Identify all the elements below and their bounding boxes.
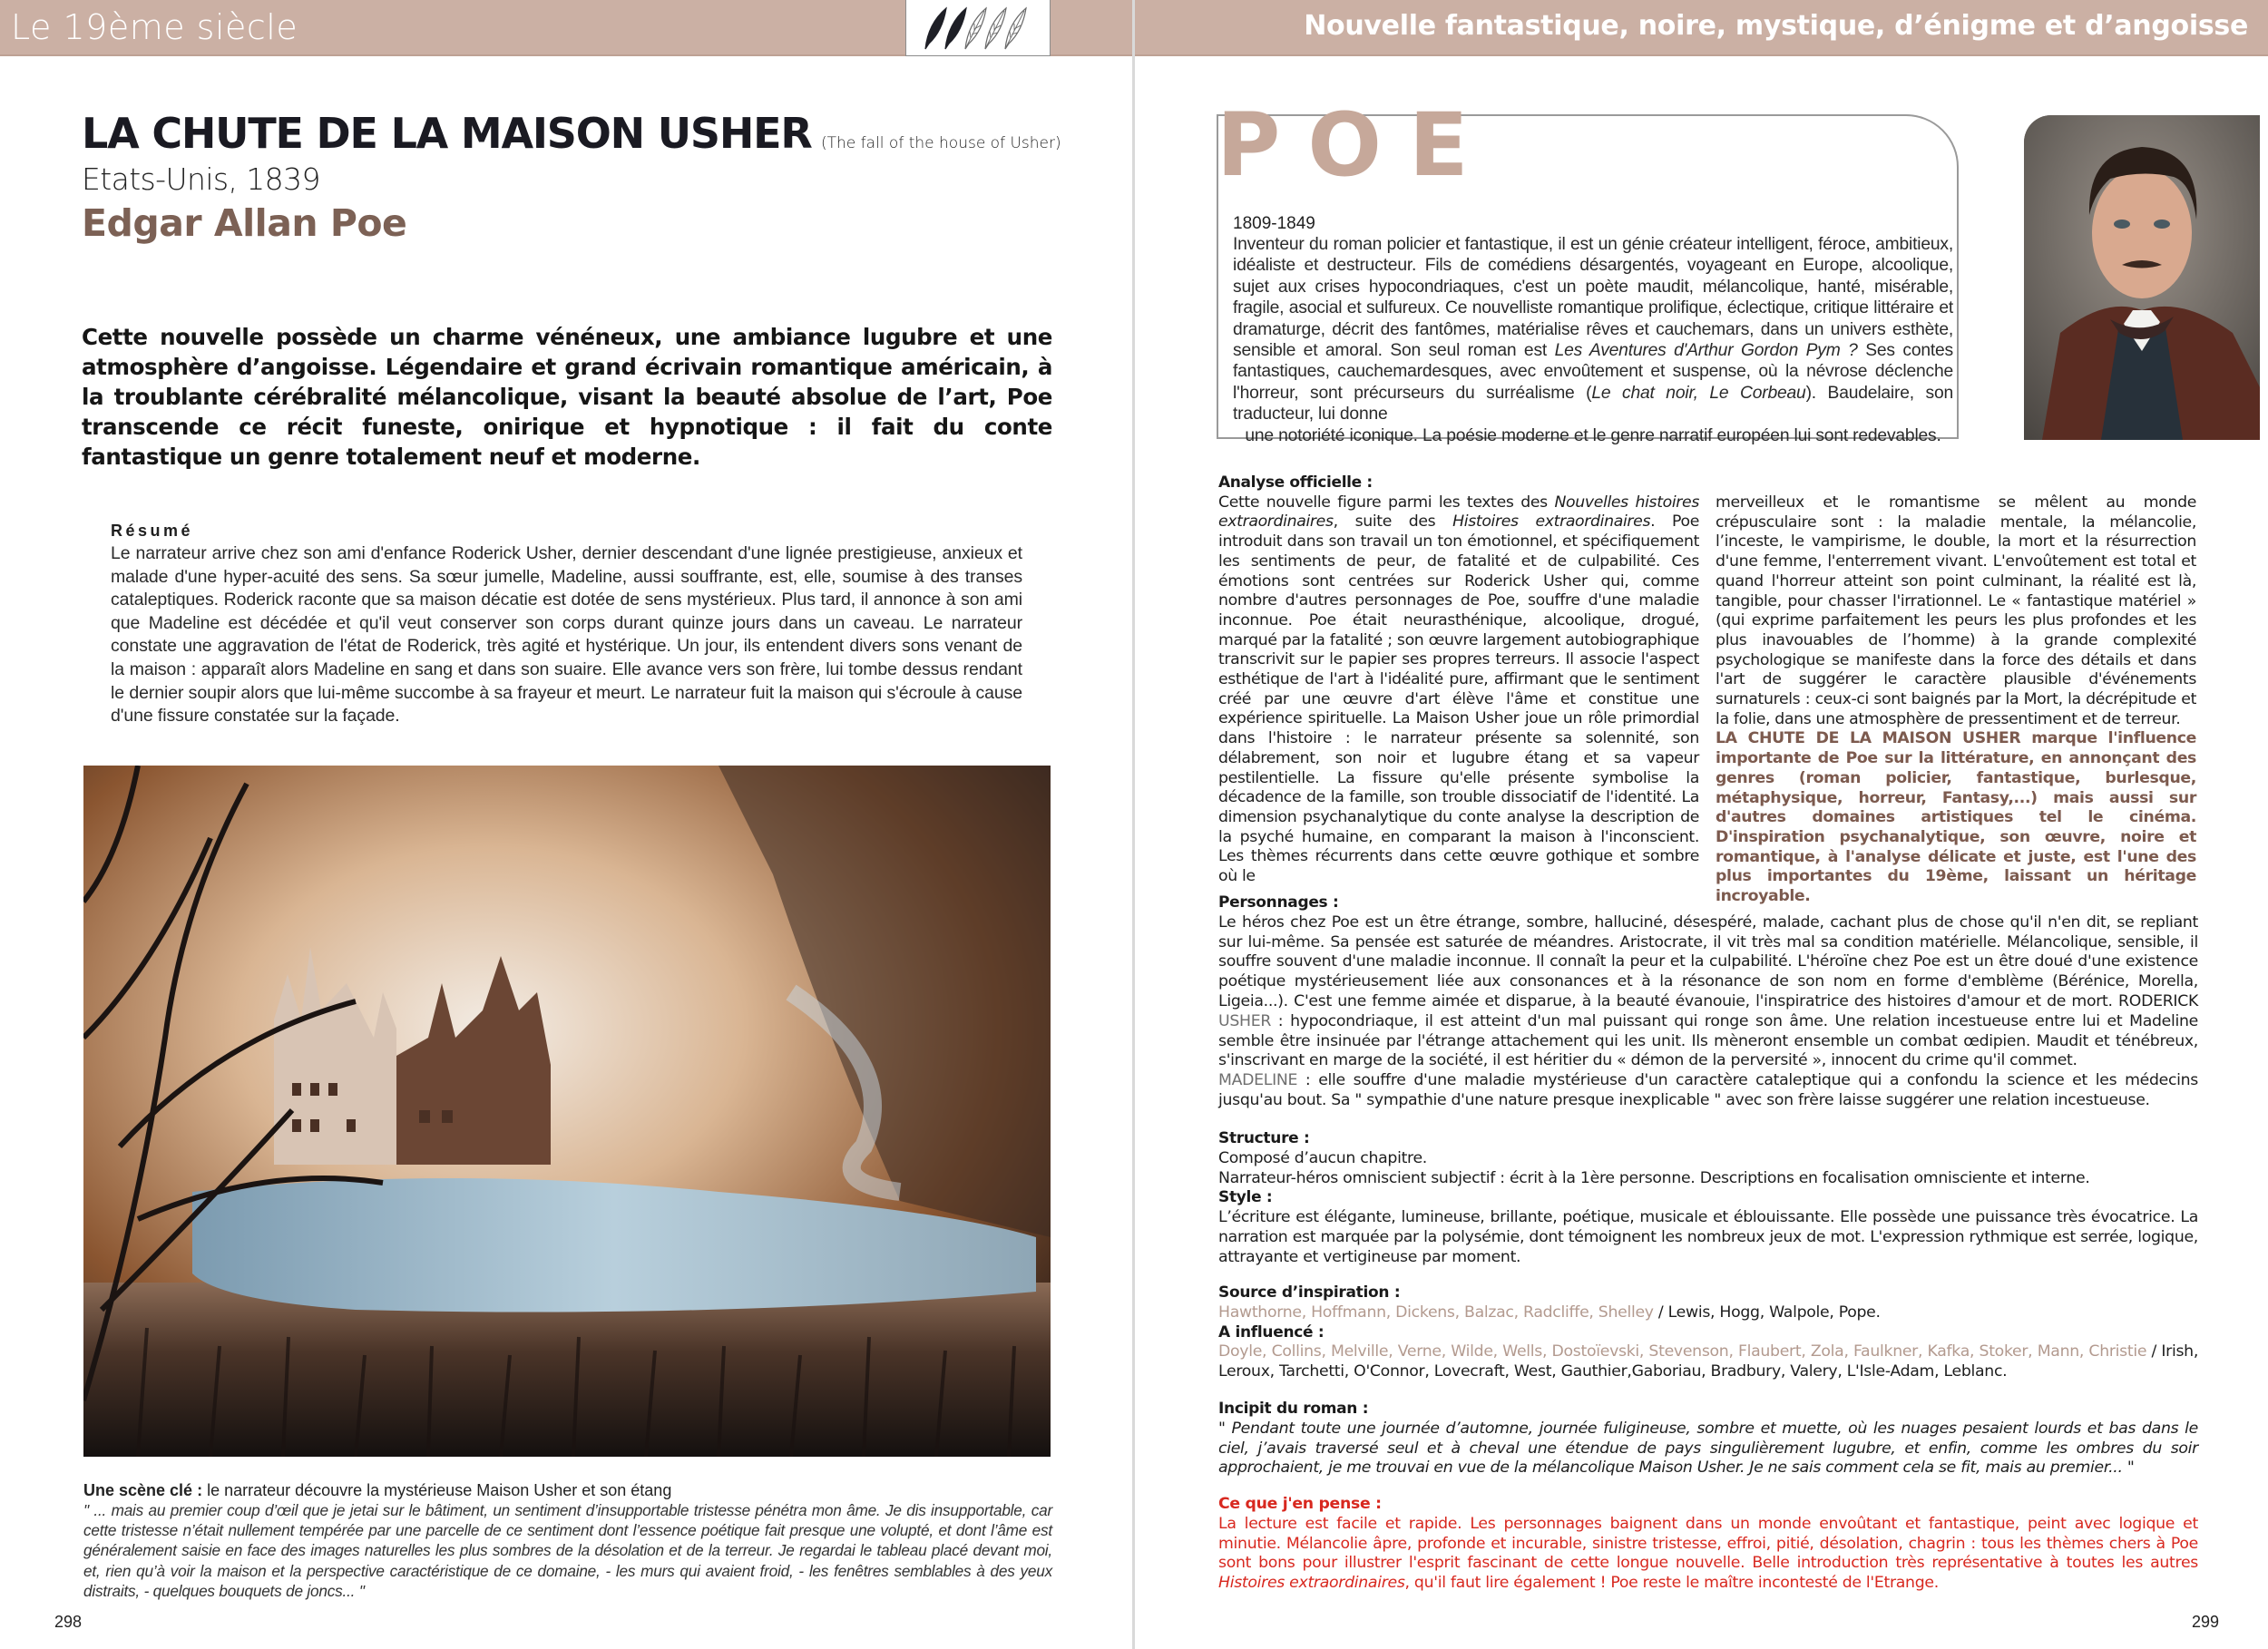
summary-text: Le narrateur arrive chez son ami d'enfance Roderick Usher, dernier descendant d'une lignée prestigieuse, anxieux et malade d'une hyper-acuité des sens. Sa sœur jumelle, Madeline, aussi souffrante, est, elle, soumise à des transes cataleptiques. Roderick raconte que sa maison décatie est dotée de sens mystérieux. Plus tard, il annonce à son ami que Madeline est décédée et qu'il veut conserver son corps durant quinze jours dans un caveau. Le narrateur constate une aggravation de l'état de Roderick, très agité et hystérique. Un jour, ils entendent divers sons venant de la maison : apparaît alors Madeline en sang et dans son suaire. Elle avance vers son frère, lui tombe dessus rendant le dernier soupir alors que lui-même succombe à sa frayeur et meurt. Le narrateur fuit la maison qui s'écroule à cause d'une fissure constatée sur la façade. [111, 543, 1022, 727]
left-page [0, 0, 1133, 1649]
book-author: Edgar Allan Poe [82, 201, 407, 245]
key-scene-section [83, 1481, 1052, 1601]
influenced-secondary-names: / Irish, Leroux, Tarchetti, O'Connor, Lovecraft, West, Gauthier,Gaboriau, Bradbury, Valery, L'Isle-Adam, Leblanc. [1218, 1342, 2199, 1381]
structure-heading: Structure : [1218, 1129, 1310, 1147]
character-name-madeline: MADELINE [1218, 1071, 1298, 1090]
intro-paragraph: Cette nouvelle possède un charme vénéneux, une ambiance lugubre et une atmosphère d’angoisse. Légendaire et grand écrivain romantique américain, à la troublante cérébralité mélancolique, visant la beauté absolue de l’art, Poe transcende ce récit funeste, onirique et hypnotique : il fait du conte fantastique un genre totalement neuf et moderne. [82, 324, 1052, 470]
analysis-column-2 [1716, 493, 2196, 907]
structure-section [1218, 1129, 2198, 1268]
influenced-primary-names: Doyle, Collins, Melville, Verne, Wilde, Wells, Dostoïevski, Stevenson, Flaubert, Zola, Faulkner, Kafka, Stoker, Mann, Christie [1218, 1342, 2147, 1361]
analysis-work-title: Nouvelles histoires extraordinaires [1218, 493, 1699, 532]
incipit-section [1218, 1400, 2198, 1478]
analysis-text: Cette nouvelle figure parmi les textes des [1218, 493, 1555, 512]
opinion-section [1218, 1495, 2198, 1594]
characters-section [1218, 893, 2198, 1111]
bio-text-part: Inventeur du roman policier et fantastique, il est un génie créateur intelligent, féroce, ambitieux, idéaliste et destructeur. Fils de comédiens désargentés, voyageant en Europe, alcoolique, sujet aux crises hypocondriaques, c'est un poète maudit, mélancolique, hanté, misérable, fragile, asocial et sulfureux. Ce nouvelliste romantique prolifique, éclectique, critique littéraire et dramaturge, décrit des fantômes, matérialise rêves et cauchemars, dans un univers esthète, sensible et amoral. Son seul roman est [1233, 235, 1953, 361]
analysis-text-continued: merveilleux et le romantisme se mêlent au monde crépusculaire sont : la maladie mentale, la mélancolie, l’inceste, le vampirisme, le double, la mort et la résurrection d'une femme, l'enterrement vivant. L'envoûtement est total et quand l'horreur atteint son point culminant, la réalité est là, tangible, pour chasser l'irrationnel. Le « fantastique matériel » (qui exprime parfaitement les peurs les plus profondes et les plus inavouables de l’homme) à la grande complexité psychologique se manifeste dans la force des détails et dans l'art de suggérer le caractère plausible d'événements surnaturels : ceux-ci sont baignés par la Mort, la décrépitude et la folie, dans une atmosphère de pressentiment et de terreur. [1716, 493, 2196, 728]
bio-works-titles: Le chat noir, Le Corbeau [1591, 383, 1806, 403]
usher-painting [83, 766, 1051, 1457]
style-text: L’écriture est élégante, lumineuse, brillante, poétique, musicale et éblouissante. Elle possède une puissance très évocatrice. La narration est marquée par la polysémie, dont témoignent les nombreux jeux de mot. L'expression rythmique est serrée, logique, attrayante et vertigineuse par moment. [1218, 1208, 2198, 1266]
genre-header: Nouvelle fantastique, noire, mystique, d’énigme et d’angoisse [1304, 10, 2248, 42]
inspiration-heading: Source d’inspiration : [1218, 1283, 1401, 1302]
inspiration-primary-names: Hawthorne, Hoffmann, Dickens, Balzac, Radcliffe, Shelley [1218, 1303, 1654, 1322]
characters-text: Le héros chez Poe est un être étrange, sombre, halluciné, désespéré, malade, cachant plus de chose qu'il n'en dit, se repliant sur lui-même. Sa pensée est saturée de méandres. Aristocrate, il vit très mal sa condition matérielle. Mélancolique, sensible, il souffre souvent d'une maladie inconnue. Il connaît la peur et la culpabilité. L'héroïne chez Poe est un être doué d'une existence poétique mystérieusement liée aux consonances et à la résonance de son nom en forme d'emblème (Bérénice, Morella, Ligeia...). C'est une femme aimée et disparue, à la beauté évanouie, l'inspiratrice des histoires d'amour et de mort. RODERICK [1218, 912, 2198, 1010]
page-number-right: 299 [2191, 1613, 2219, 1631]
analysis-impact-text: LA CHUTE DE LA MAISON USHER marque l'influence importante de Poe sur la littérature, en annonçant des genres (roman policier, fantastique, burlesque, métaphysique, horreur, Fantasy,...) mais aussi sur d'autres domaines artistiques tel le cinéma. D'inspiration psychanalytique, son œuvre, noire et romantique, à l'analyse délicate et juste, est l'une des plus importantes du 19ème, laissant un héritage incroyable. [1716, 729, 2196, 906]
opinion-work-title: Histoires extraordinaires [1218, 1574, 1405, 1593]
characters-text: : hypocondriaque, il est atteint d'un mal puissant qui ronge son âme. Une relation incestueuse entre lui et Madeline semble être insinuée par l'étrange attachement qui les unit. Ils mèneront ensemble un combat œdipien. Maudit et ténébreux, s'inscrivant en marge de la société, il est héritier du « démon de la perversité », innocent du crime qu'il commet. [1218, 1011, 2198, 1070]
key-scene-quote: " ... mais au premier coup d’œil que je jetai sur le bâtiment, un sentiment d’insupportable tristesse pénétra mon âme. Je dis insupportable, car cette tristesse n’était nullement tempérée par une parcelle de ce sentiment dont l’essence poétique fait presque une volupté, et dont l’âme est généralement saisie en face des images naturelles les plus sombres de la désolation et de la terreur. Je regardai le tableau placé devant moi, et, rien qu’à voir la maison et la perspective caractéristique de ce domaine, - les murs qui avaient froid, - les fenêtres semblables à des yeux distraits, - quelques bouquets de joncs... " [83, 1501, 1052, 1600]
analysis-work-title: Histoires extraordinaires [1452, 512, 1651, 532]
author-bio-name: POE [1217, 94, 1496, 196]
bio-text-last-line: une notoriété iconique. La poésie moderne et le genre narratif européen lui sont redevables. [1245, 425, 1941, 445]
characters-heading: Personnages : [1218, 893, 1339, 912]
author-life-dates: 1809-1849 [1233, 214, 1315, 233]
right-page [1135, 0, 2268, 1649]
analysis-text: . Poe introduit dans son travail un ton émotionnel, et spécifiquement les sentiments de peur, de fatalité et de culpabilité. Ces émotions sont centrées sur Roderick Usher qui, comme nombre d'autres personnages de Poe, souffre d'une maladie inconnue. Poe était neurasthénique, alcoolique, drogué, marqué par la fatalité ; son œuvre largement autobiographique transcrivit sur le papier ses propres terreurs. Il associe l'aspect esthétique de l'art à l'idéalité pure, affirmant que le sentiment créé par une œuvre d'art élève l'âme et constitue une expérience spirituelle. La Maison Usher joue un rôle primordial dans l'histoire : le narrateur présente sa solennité, son délabrement, son noir et lugubre étang et sa vapeur pestilentielle. La fissure qu'elle présente symbolise la décadence de la famille, son trouble dissociatif de l'identité. La dimension psychanalytique du conte analyse la description de la psyché humaine, en comparant la maison à l'inconscient. Les thèmes récurrents dans cette œuvre gothique et sombre où le [1218, 512, 1699, 886]
analysis-column-1 [1218, 473, 1699, 887]
painting-illustration [83, 766, 1051, 1457]
bio-text-part: Ses contes fantastiques, cauchemardesques, avec envoûtement et suspense, où la névrose déclenche l'horreur, sont précurseurs du surréalisme ( [1233, 341, 1953, 403]
incipit-text: " Pendant toute une journée d’automne, journée fuligineuse, sombre et muette, où les nuages pesaient lourds et bas dans le ciel, j’avais traversé seul et à cheval une étendue de pays singulièrement lugubre, et enfin, comme les ombres du soir approchaient, je me trouvai en vue de la mélancolique Maison Usher. Je ne sais comment cela se fit, mais au premier... " [1218, 1419, 2198, 1478]
summary-section [111, 522, 1022, 728]
summary-heading: Résumé [111, 522, 194, 540]
style-heading: Style : [1218, 1188, 1273, 1207]
header-band-left [0, 0, 1133, 56]
page-number-left: 298 [54, 1613, 83, 1631]
structure-line: Composé d’aucun chapitre. [1218, 1148, 1427, 1167]
book-title-row [82, 109, 1061, 158]
feather-rating [905, 0, 1051, 56]
original-title: (The fall of the house of Usher) [821, 134, 1061, 152]
portrait-face [2092, 168, 2192, 298]
author-bio-text [1233, 234, 1953, 446]
key-scene-label: Une scène clé : [83, 1481, 203, 1499]
author-portrait [2024, 115, 2260, 440]
century-header: Le 19ème siècle [11, 7, 298, 47]
opinion-text: La lecture est facile et rapide. Les personnages baignent dans un monde envoûtant et fantastique, peint avec logique et minutie. Mélancolie âpre, profonde et incurable, sinistre tristesse, effroi, pitié, désolation, chagrin : tous les thèmes chers à Poe sont bons pour illustrer l'esprit fascinant de cette longue nouvelle. Belle introduction très représentative à toutes les autres [1218, 1514, 2198, 1573]
characters-text: : elle souffre d'une maladie mystérieuse d'un caractère cataleptique qui a confondu la science et les médecins jusqu'au bout. Sa " sympathie d'une nature presque inexplicable " avec son frère laisse suggérer une relation incestueuse. [1218, 1071, 2198, 1109]
inspiration-section [1218, 1283, 2198, 1382]
analysis-heading: Analyse officielle : [1218, 473, 1373, 492]
book-title: LA CHUTE DE LA MAISON USHER [82, 109, 812, 158]
structure-line: Narrateur-héros omniscient subjectif : écrit à la 1ère personne. Descriptions en focalisation omnisciente et interne. [1218, 1168, 2090, 1187]
analysis-text: , suite des [1333, 512, 1453, 532]
opinion-text: , qu'il faut lire également ! Poe reste le maître incontesté de l'Etrange. [1404, 1574, 1939, 1593]
key-scene-caption-text: le narrateur découvre la mystérieuse Maison Usher et son étang [202, 1481, 672, 1499]
book-origin: Etats-Unis, 1839 [82, 161, 320, 197]
feather-icon-empty [1002, 5, 1028, 51]
portrait-illustration [2024, 115, 2260, 440]
header-band-right [1135, 0, 2268, 56]
key-scene-caption [83, 1481, 1052, 1500]
incipit-heading: Incipit du roman : [1218, 1400, 1369, 1418]
bio-novel-title: Les Aventures d'Arthur Gordon Pym ? [1554, 341, 1858, 361]
character-name-usher: USHER [1218, 1011, 1272, 1030]
influenced-heading: A influencé : [1218, 1322, 1325, 1342]
opinion-heading: Ce que j'en pense : [1218, 1495, 1382, 1513]
bio-text-part: ). Baudelaire, son traducteur, lui donne [1233, 383, 1954, 424]
inspiration-secondary-names: / Lewis, Hogg, Walpole, Pope. [1653, 1303, 1881, 1322]
